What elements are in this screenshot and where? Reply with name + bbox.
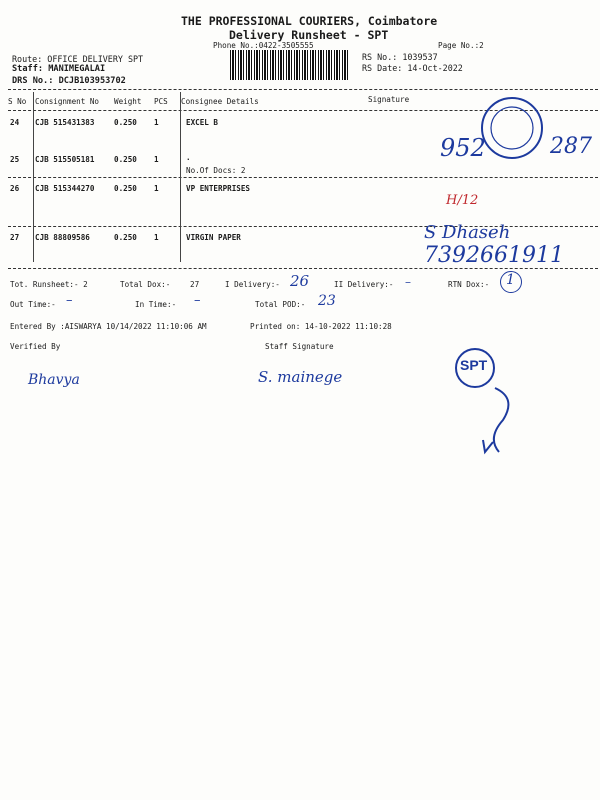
printed-on: Printed on: 14-10-2022 11:10:28 xyxy=(250,322,392,331)
row-consignee: . xyxy=(186,153,191,162)
header-sno: S No xyxy=(8,97,27,106)
staff-label: Staff: MANIMEGALAI xyxy=(12,64,106,74)
handwritten-name: S Dhaseh xyxy=(424,222,511,243)
header-pcs: PCS xyxy=(154,97,168,106)
spt-stamp-text: SPT xyxy=(460,357,488,373)
header-signature: Signature xyxy=(368,95,410,104)
ii-delivery-value: – xyxy=(405,275,411,289)
handwritten-mark: H/12 xyxy=(446,193,479,208)
total-dox-label: Total Dox:- xyxy=(120,280,171,289)
row-consignment: CJB 88809586 xyxy=(35,233,90,242)
row-sno: 26 xyxy=(10,184,20,193)
rtn-dox-label: RTN Dox:- xyxy=(448,280,490,289)
document-title: Delivery Runsheet - SPT xyxy=(229,28,389,42)
row-pcs: 1 xyxy=(154,184,159,193)
row-pcs: 1 xyxy=(154,118,159,127)
column-divider xyxy=(33,92,34,262)
out-time-label: Out Time:- xyxy=(10,300,56,309)
consignee-stamp xyxy=(478,92,546,164)
staff-signature-label: Staff Signature xyxy=(265,342,334,351)
entered-by: Entered By :AISWARYA 10/14/2022 11:10:06 AM xyxy=(10,322,207,331)
drs-number: DRS No.: DCJB103953702 xyxy=(12,76,126,86)
column-divider xyxy=(180,92,181,262)
table-top-rule xyxy=(8,89,598,90)
row-weight: 0.250 xyxy=(114,155,137,164)
header-weight: Weight xyxy=(114,97,142,106)
row-weight: 0.250 xyxy=(114,233,137,242)
barcode xyxy=(230,50,348,80)
route-label: Route: OFFICE DELIVERY SPT xyxy=(12,54,144,64)
row-consignee: VIRGIN PAPER xyxy=(186,233,241,242)
row-pcs: 1 xyxy=(154,155,159,164)
header-consignee: Consignee Details xyxy=(181,97,259,106)
row-note: No.Of Docs: 2 xyxy=(186,166,246,175)
rs-number: RS No.: 1039537 xyxy=(362,52,438,62)
row-consignee: EXCEL B xyxy=(186,118,219,127)
row-sno: 27 xyxy=(10,233,20,242)
handwritten-phone: 7392661911 xyxy=(424,243,564,268)
page-number: Page No.:2 xyxy=(438,41,484,50)
out-time-value: – xyxy=(66,293,73,308)
row-consignment: CJB 515505181 xyxy=(35,155,95,164)
table-bottom-rule xyxy=(8,268,598,269)
handwritten-phone-end: 287 xyxy=(550,134,592,159)
row-pcs: 1 xyxy=(154,233,159,242)
handwritten-phone: 952 xyxy=(440,134,486,162)
in-time-label: In Time:- xyxy=(135,300,177,309)
in-time-value: – xyxy=(194,293,201,308)
verified-signature: Bhavya xyxy=(28,372,80,388)
i-delivery-label: I Delivery:- xyxy=(225,280,280,289)
row-weight: 0.250 xyxy=(114,184,137,193)
row-consignment: CJB 515431383 xyxy=(35,118,95,127)
verified-by-label: Verified By xyxy=(10,342,61,351)
row-weight: 0.250 xyxy=(114,118,137,127)
rtn-dox-value: 1 xyxy=(506,272,515,288)
row-consignment: CJB 515344270 xyxy=(35,184,95,193)
rs-date: RS Date: 14-Oct-2022 xyxy=(362,63,463,73)
header-consignment: Consignment No xyxy=(35,97,100,106)
i-delivery-value: 26 xyxy=(290,272,310,290)
total-pod-label: Total POD:- xyxy=(255,300,306,309)
row-consignee: VP ENTERPRISES xyxy=(186,184,251,193)
total-pod-value: 23 xyxy=(318,293,336,309)
phone-number: Phone No.:0422-3505555 xyxy=(213,41,314,50)
row-sno: 24 xyxy=(10,118,20,127)
company-name: THE PROFESSIONAL COURIERS, Coimbatore xyxy=(181,14,438,28)
row-divider xyxy=(8,177,598,178)
ii-delivery-label: II Delivery:- xyxy=(334,280,394,289)
tot-runsheet: Tot. Runsheet:- 2 xyxy=(10,280,88,289)
staff-signature: S. mainege xyxy=(258,368,343,386)
total-dox-value: 27 xyxy=(190,280,200,289)
row-sno: 25 xyxy=(10,155,20,164)
staff-scribble xyxy=(465,378,525,458)
